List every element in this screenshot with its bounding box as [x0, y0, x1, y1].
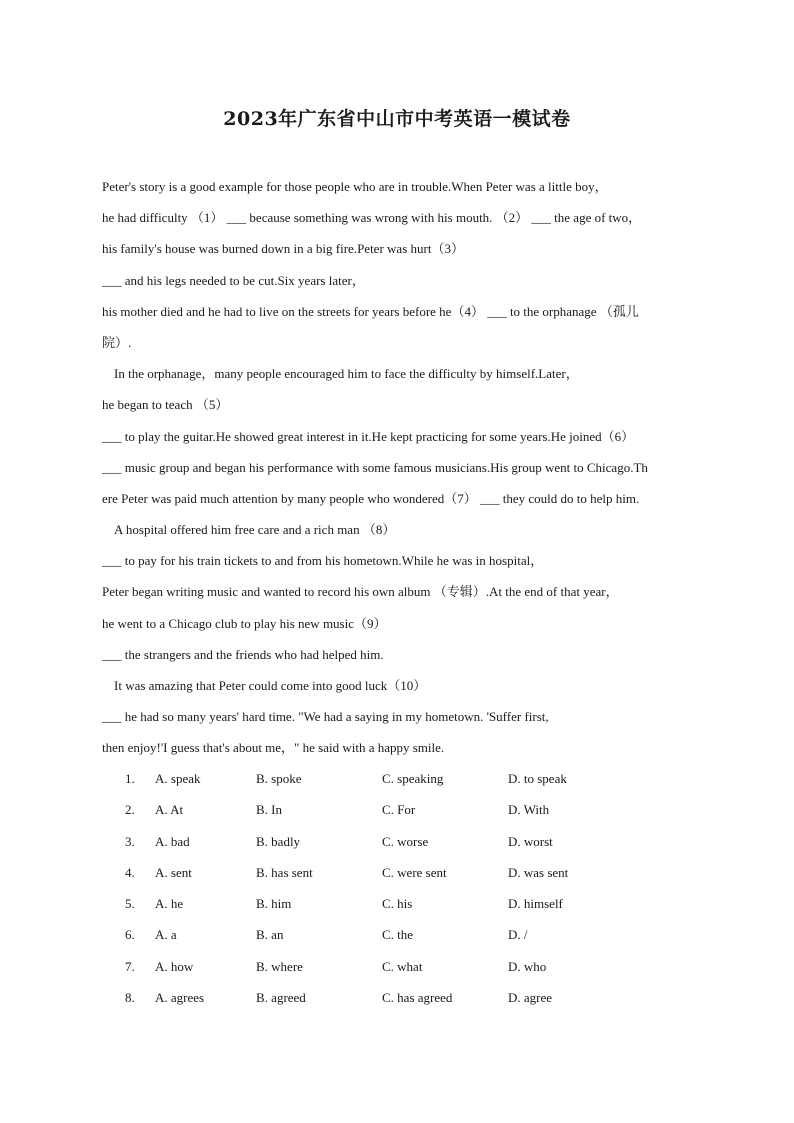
- passage-line: In the orphanage，many people encouraged him to face the difficulty by himself.Later，: [114, 366, 579, 382]
- option-c: C. were sent: [382, 864, 447, 880]
- question-number: 8.: [125, 990, 135, 1006]
- option-c: C. For: [382, 802, 416, 818]
- passage-line: then enjoy!'I guess that's about me，" he said with a happy smile.: [102, 740, 445, 756]
- reading-passage: [102, 171, 702, 764]
- option-a: A. a: [155, 927, 177, 943]
- question-number: 4.: [125, 864, 135, 880]
- option-b: B. where: [256, 958, 303, 974]
- question-number: 3.: [125, 833, 135, 849]
- option-d: D. to speak: [508, 771, 567, 786]
- option-d: D. With: [508, 802, 550, 818]
- option-a: A. sent: [155, 864, 192, 880]
- passage-line: his mother died and he had to live on the streets for years before he（4） ___ to the orphanage （孤儿: [102, 303, 639, 319]
- option-d: D. himself: [508, 896, 563, 912]
- question-number: 2.: [125, 802, 135, 818]
- option-c: C. his: [382, 896, 413, 912]
- option-a: A. speak: [155, 771, 201, 786]
- question-number: 7.: [125, 958, 135, 974]
- passage-line: Peter's story is a good example for those people who are in trouble.When Peter was a little boy，: [102, 179, 608, 194]
- passage-line: ___ and his legs needed to be cut.Six years later，: [102, 272, 365, 288]
- passage-line: 院）.: [102, 334, 132, 350]
- option-a: A. how: [155, 958, 194, 974]
- option-d: D. /: [508, 927, 528, 943]
- option-b: B. an: [256, 927, 284, 943]
- passage-line: he began to teach （5）: [102, 397, 229, 413]
- question-row: [0, 763, 794, 794]
- passage-line: Peter began writing music and wanted to record his own album （专辑）.At the end of that year，: [102, 584, 619, 600]
- option-c: C. the: [382, 927, 414, 943]
- passage-line: It was amazing that Peter could come into good luck（10）: [114, 678, 427, 693]
- question-number: 5.: [125, 896, 135, 912]
- question-row: [0, 951, 794, 982]
- option-d: D. agree: [508, 990, 553, 1006]
- option-a: A. bad: [155, 833, 190, 849]
- question-row: [0, 982, 794, 1013]
- passage-line: ___ to pay for his train tickets to and from his hometown.While he was in hospital，: [102, 553, 544, 569]
- option-c: C. worse: [382, 833, 429, 849]
- passage-line: he had difficulty （1） ___ because something was wrong with his mouth. （2） ___ the age of two，: [102, 210, 642, 226]
- option-d: D. was sent: [508, 864, 569, 880]
- passage-line: his family's house was burned down in a big fire.Peter was hurt（3）: [102, 241, 464, 257]
- passage-line: ere Peter was paid much attention by many people who wondered（7） ___ they could do to help him.: [102, 490, 640, 506]
- option-a: A. agrees: [155, 990, 205, 1006]
- passage-line: ___ he had so many years' hard time. "We had a saying in my hometown. 'Suffer first,: [102, 709, 549, 725]
- passage-line: ___ music group and began his performance with some famous musicians.His group went to Chicago.Th: [102, 459, 648, 475]
- option-a: A. At: [155, 802, 184, 818]
- question-row: [0, 919, 794, 950]
- option-c: C. speaking: [382, 771, 444, 786]
- passage-line: ___ to play the guitar.He showed great interest in it.He kept practicing for some years.He joined（6）: [102, 428, 635, 444]
- question-number: 1.: [125, 771, 135, 786]
- option-a: A. he: [155, 896, 184, 912]
- question-row: [0, 794, 794, 825]
- option-d: D. who: [508, 958, 547, 974]
- option-b: B. spoke: [256, 771, 302, 786]
- option-b: B. has sent: [256, 864, 313, 880]
- option-c: C. has agreed: [382, 990, 453, 1006]
- option-b: B. him: [256, 896, 292, 912]
- question-row: [0, 857, 794, 888]
- question-number: 6.: [125, 927, 135, 943]
- passage-line: A hospital offered him free care and a rich man （8）: [114, 522, 396, 538]
- passage-line: he went to a Chicago club to play his new music（9）: [102, 615, 387, 631]
- option-b: B. In: [256, 802, 282, 818]
- option-b: B. agreed: [256, 990, 306, 1006]
- passage-line: ___ the strangers and the friends who had helped him.: [102, 646, 384, 662]
- option-d: D. worst: [508, 833, 553, 849]
- page-title: 2023年广东省中山市中考英语一模试卷: [223, 108, 571, 130]
- answer-options: [0, 763, 794, 1013]
- option-c: C. what: [382, 958, 423, 974]
- question-row: [0, 888, 794, 919]
- question-row: [0, 826, 794, 857]
- option-b: B. badly: [256, 833, 301, 849]
